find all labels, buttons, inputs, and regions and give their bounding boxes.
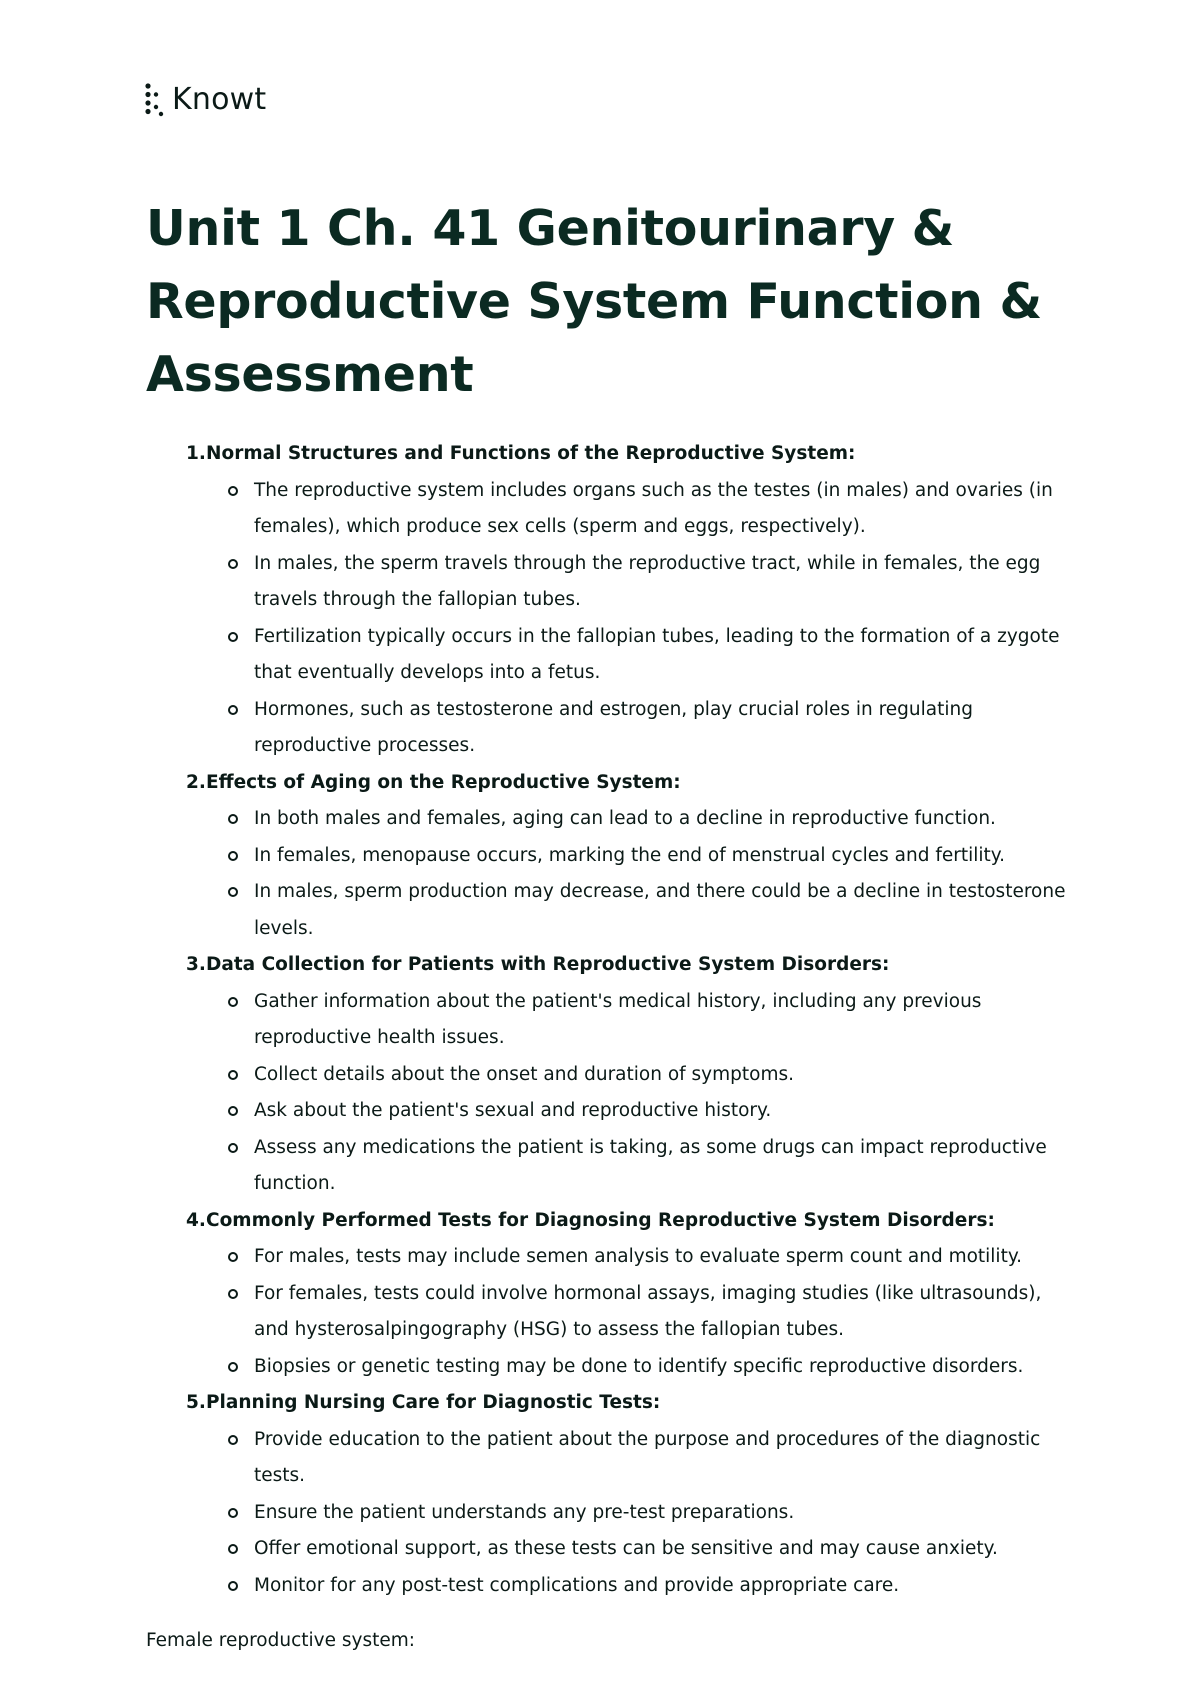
section-item [186,947,1066,1203]
bullet-text: Ask about the patient's sexual and reproductive history. [254,1100,772,1121]
bullet-item [228,1568,1066,1605]
bullet-text: In males, the sperm travels through the reproductive tract, while in females, the egg travels through the fallopian tubes. [254,552,1041,610]
bullet-list [186,1239,1066,1385]
section-item [186,436,1066,765]
bullet-item [228,984,1066,1057]
hollow-circle-bullet-icon [228,559,238,569]
section-list [186,436,1066,1604]
bullet-list [186,1422,1066,1605]
bullet-text: Biopsies or genetic testing may be done to identify specific reproductive disorders. [254,1355,1024,1377]
bullet-text: Ensure the patient understands any pre-test preparations. [254,1501,795,1523]
hollow-circle-bullet-icon [228,997,238,1007]
bullet-item [228,1495,1066,1532]
section-number: 4. [186,1209,206,1231]
bullet-item [228,473,1066,546]
section-heading-text: Planning Nursing Care for Diagnostic Tests: [206,1392,661,1413]
section-number: 5. [186,1392,206,1413]
hollow-circle-bullet-icon [228,1435,238,1445]
hollow-circle-bullet-icon [228,1581,238,1591]
section-heading [186,1385,1066,1422]
bullet-text: In both males and females, aging can lead to a decline in reproductive function. [254,808,996,829]
bullet-text: Hormones, such as testosterone and estrogen, play crucial roles in regulating reproductive processes. [254,698,973,756]
bullet-list [186,473,1066,765]
hollow-circle-bullet-icon [228,1070,238,1080]
bullet-item [228,874,1066,947]
bullet-text: Provide education to the patient about the purpose and procedures of the diagnostic tests. [254,1428,1041,1486]
hollow-circle-bullet-icon [228,1544,238,1554]
hollow-circle-bullet-icon [228,1143,238,1153]
hollow-circle-bullet-icon [228,1362,238,1372]
bullet-item [228,1130,1066,1203]
bullet-text: The reproductive system includes organs such as the testes (in males) and ovaries (in females), which produce sex cells (sperm and eggs, respectively). [254,479,1053,537]
section-number: 2. [186,771,206,793]
hollow-circle-bullet-icon [228,705,238,715]
section-heading [186,1203,1066,1240]
hollow-circle-bullet-icon [228,887,238,897]
hollow-circle-bullet-icon [228,1252,238,1262]
hollow-circle-bullet-icon [228,814,238,824]
footer-label: Female reproductive system: [146,1630,415,1651]
hollow-circle-bullet-icon [228,1289,238,1299]
bullet-text: In males, sperm production may decrease, and there could be a decline in testosterone levels. [254,881,1066,939]
knowt-dots-icon [144,83,164,117]
bullet-item [228,801,1066,838]
section-number: 3. [186,954,206,975]
bullet-text: Assess any medications the patient is taking, as some drugs can impact reproductive function. [254,1136,1047,1194]
bullet-item [228,1422,1066,1495]
brand-name: Knowt [172,82,267,117]
bullet-item [228,619,1066,692]
section-heading-text: Data Collection for Patients with Reproductive System Disorders: [206,954,890,975]
bullet-text: Gather information about the patient's medical history, including any previous reproductive health issues. [254,990,982,1048]
section-heading [186,436,1066,473]
page-title: Unit 1 Ch. 41 Genitourinary & Reproductive System Function & Assessment [146,200,1042,403]
bullet-item [228,838,1066,875]
section-heading [186,947,1066,984]
brand-logo [144,82,266,117]
bullet-text: Collect details about the onset and duration of symptoms. [254,1063,795,1085]
bullet-list [186,801,1066,947]
bullet-text: In females, menopause occurs, marking the end of menstrual cycles and fertility. [254,844,1005,866]
bullet-text: For males, tests may include semen analysis to evaluate sperm count and motility. [254,1246,1023,1267]
section-heading [186,765,1066,802]
bullet-text: For females, tests could involve hormonal assays, imaging studies (like ultrasounds), and hysterosalpingography (HSG) to assess the fallopian tubes. [254,1282,1042,1340]
bullet-list [186,984,1066,1203]
bullet-text: Fertilization typically occurs in the fallopian tubes, leading to the formation of a zygote that eventually develops into a fetus. [254,625,1060,683]
bullet-item [228,1239,1066,1276]
section-heading-text: Effects of Aging on the Reproductive System: [206,771,681,793]
bullet-text: Monitor for any post-test complications and provide appropriate care. [254,1574,900,1596]
section-heading-text: Normal Structures and Functions of the Reproductive System: [206,443,856,464]
hollow-circle-bullet-icon [228,851,238,861]
bullet-item [228,1276,1066,1349]
section-item [186,1385,1066,1604]
bullet-text: Offer emotional support, as these tests can be sensitive and may cause anxiety. [254,1538,998,1559]
section-item [186,765,1066,948]
bullet-item [228,1531,1066,1568]
hollow-circle-bullet-icon [228,1508,238,1518]
bullet-item [228,1349,1066,1386]
section-heading-text: Commonly Performed Tests for Diagnosing Reproductive System Disorders: [206,1209,995,1231]
bullet-item [228,692,1066,765]
hollow-circle-bullet-icon [228,486,238,496]
document-body [186,436,1066,1604]
bullet-item [228,546,1066,619]
hollow-circle-bullet-icon [228,632,238,642]
hollow-circle-bullet-icon [228,1106,238,1116]
bullet-item [228,1057,1066,1094]
bullet-item [228,1093,1066,1130]
section-item [186,1203,1066,1386]
section-number: 1. [186,443,206,464]
